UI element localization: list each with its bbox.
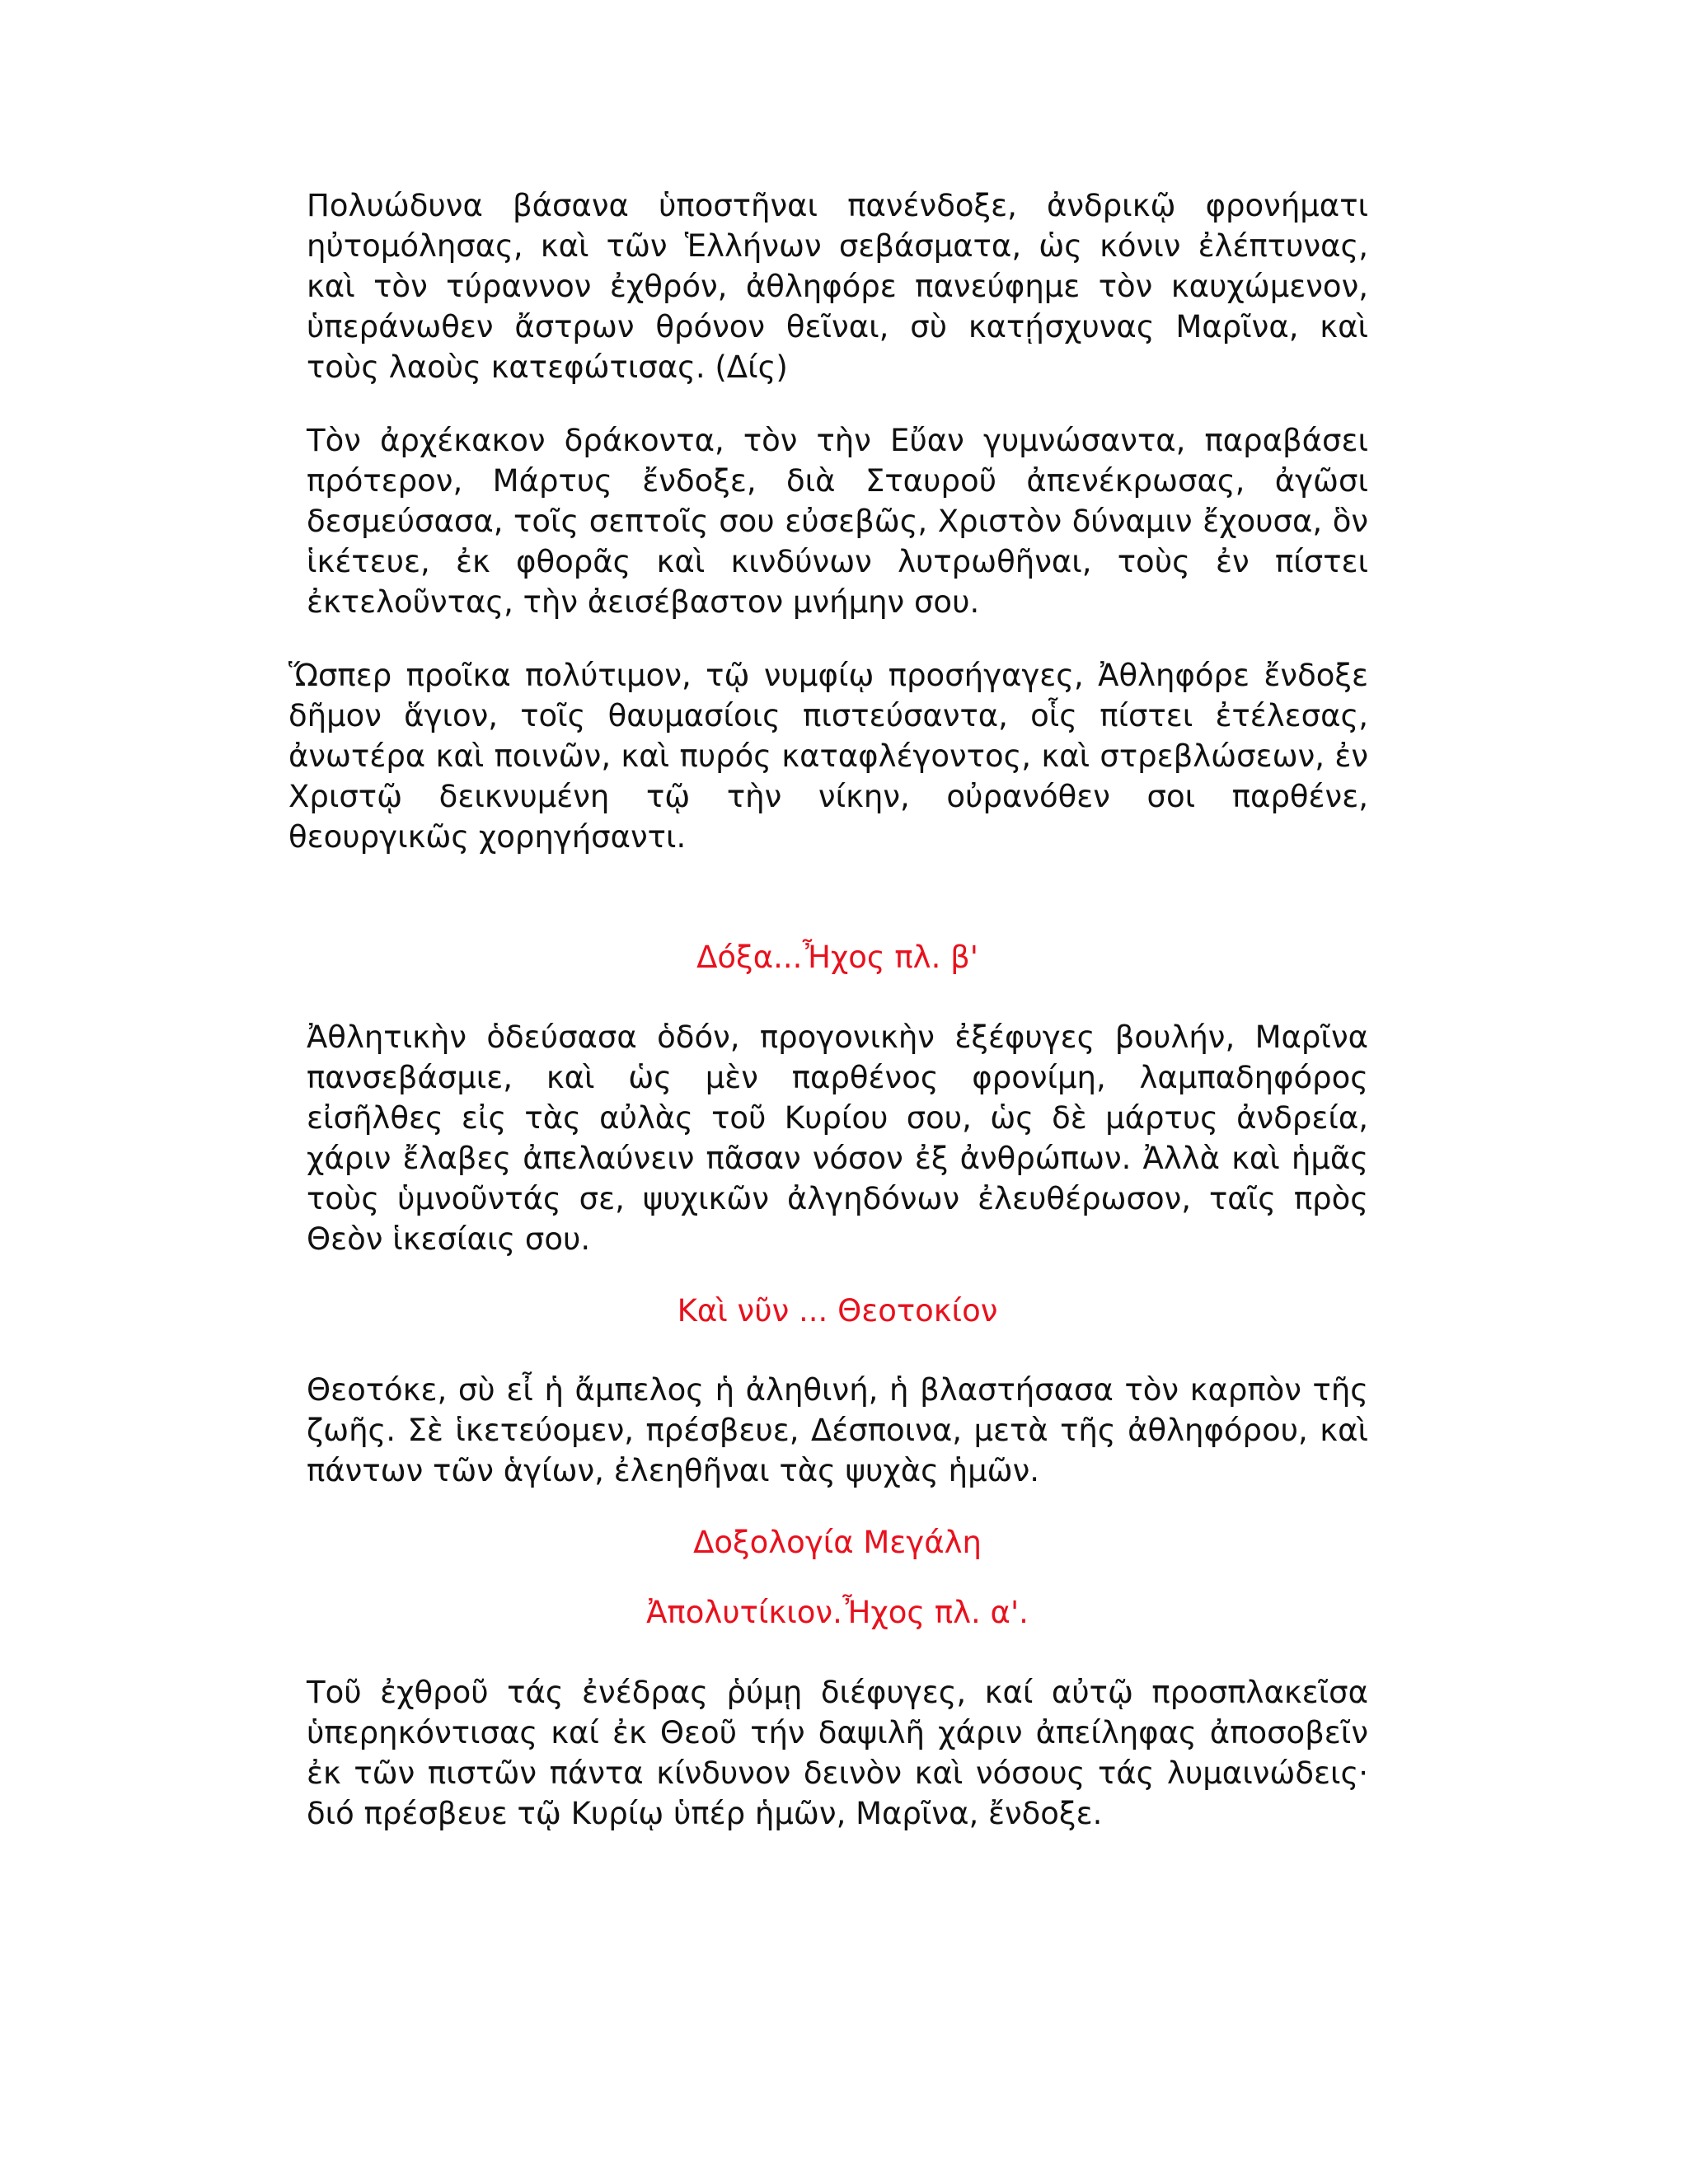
heading-doxa: Δόξα...Ἦχος πλ. β' (696, 940, 978, 975)
paragraph-5: Θεοτόκε, σὺ εἶ ἡ ἄμπελος ἡ ἀληθινή, ἡ βλαστήσασα τὸν καρπὸν τῆς ζωῆς. Σὲ ἱκετεύομεν, πρέσβευε, Δέσποινα, μετὰ τῆς ἀθληφόρου, καὶ πάντων τῶν ἁγίων, ἐλεηθῆναι τὰς ψυχὰς ἡμῶν. (307, 1372, 1368, 1488)
paragraph-2: Τὸν ἀρχέκακον δράκοντα, τὸν τὴν Εὔαν γυμνώσαντα, παραβάσει πρότερον, Μάρτυς ἔνδοξε, διὰ Σταυροῦ ἀπενέκρωσας, ἀγῶσι δεσμεύσασα, τοῖς σεπτοῖς σου εὐσεβῶς, Χριστὸν δύναμιν ἔχουσα, ὃν ἱκέτευε, ἐκ φθορᾶς καὶ κινδύνων λυτρωθῆναι, τοὺς ἐν πίστει ἐκτελοῦντας, τὴν ἀεισέβαστον μνήμην σου. (307, 423, 1368, 620)
paragraph-4: Ἀθλητικὴν ὁδεύσασα ὁδόν, προγονικὴν ἐξέφυγες βουλήν, Μαρῖνα πανσεβάσμιε, καὶ ὡς μὲν παρθένος φρονίμη, λαμπαδηφόρος εἰσῆλθες εἰς τὰς αὐλὰς τοῦ Κυρίου σου, ὡς δὲ μάρτυς ἀνδρεία, χάριν ἔλαβες ἀπελαύνειν πᾶσαν νόσον ἐξ ἀνθρώπων. Ἀλλὰ καὶ ἡμᾶς τοὺς ὑμνοῦντάς σε, ψυχικῶν ἀλγηδόνων ἐλευθέρωσον, ταῖς πρὸς Θεὸν ἱκεσίαις σου. (307, 1019, 1368, 1257)
paragraph-6: Τοῦ ἐχθροῦ τάς ἐνέδρας ῥύμῃ διέφυγες, καί αὐτῷ προσπλακεῖσα ὑπερηκόντισας καί ἐκ Θεοῦ τήν δαψιλῆ χάριν ἀπείληφας ἀποσοβεῖν ἐκ τῶν πιστῶν πάντα κίνδυνον δεινὸν καὶ νόσους τάς λυμαινώδεις· διό πρέσβευε τῷ Κυρίῳ ὑπέρ ἡμῶν, Μαρῖνα, ἔνδοξε. (307, 1675, 1368, 1831)
paragraph-1: Πολυώδυνα βάσανα ὑποστῆναι πανένδοξε, ἀνδρικῷ φρονήματι ηὐτομόλησας, καὶ τῶν Ἑλλήνων σεβάσματα, ὡς κόνιν ἐλέπτυνας, καὶ τὸν τύραννον ἐχθρόν, ἀθληφόρε πανεύφημε τὸν καυχώμενον, ὑπεράνωθεν ἄστρων θρόνον θεῖναι, σὺ κατῄσχυνας Μαρῖνα, καὶ τοὺς λαοὺς κατεφώτισας. (Δίς) (307, 188, 1368, 385)
heading-apolytikion: Ἀπολυτίκιον.Ἦχος πλ. α'. (646, 1595, 1029, 1630)
paragraph-3: Ὥσπερ προῖκα πολύτιμον, τῷ νυμφίῳ προσήγαγες, Ἀθληφόρε ἔνδοξε δῆμον ἅγιον, τοῖς θαυμασίοις πιστεύσαντα, οἷς πίστει ἐτέλεσας, ἀνωτέρα καὶ ποινῶν, καὶ πυρός καταφλέγοντος, καὶ στρεβλώσεων, ἐν Χριστῷ δεικνυμένη τῷ τὴν νίκην, οὐρανόθεν σοι παρθένε, θεουργικῶς χορηγήσαντι. (288, 658, 1368, 855)
heading-doxologia: Δοξολογία Μεγάλη (693, 1525, 982, 1560)
heading-kai-nyn: Καὶ νῦν ... Θεοτοκίον (677, 1293, 998, 1329)
